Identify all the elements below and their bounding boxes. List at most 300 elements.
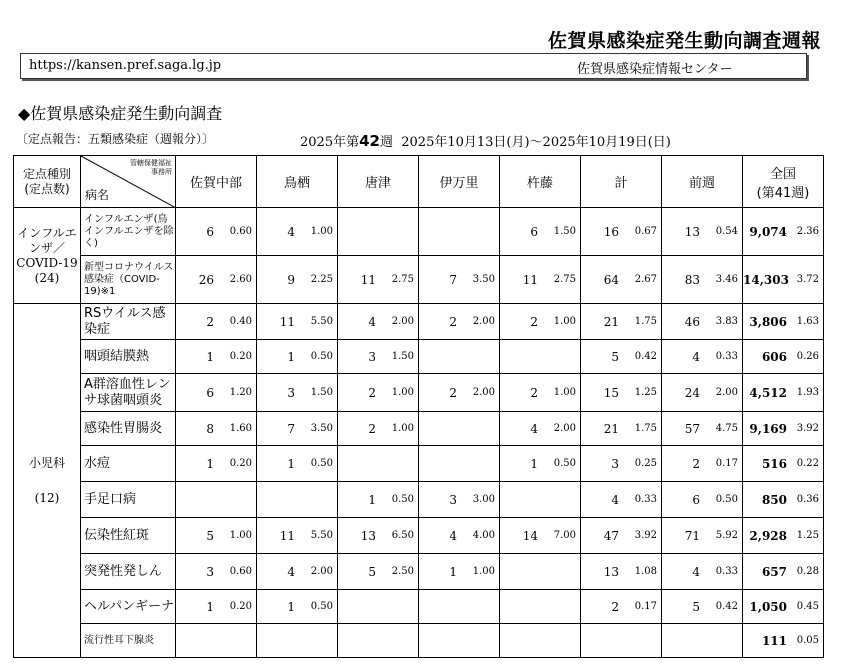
- per-sentinel-rate: 3.92: [634, 530, 657, 541]
- per-sentinel-rate: 0.50: [310, 458, 333, 469]
- value-cell: [662, 412, 743, 446]
- case-count: 21: [603, 421, 619, 436]
- case-count: 15: [603, 385, 619, 400]
- per-sentinel-rate: 0.33: [715, 566, 738, 577]
- per-sentinel-rate: 0.26: [796, 351, 819, 362]
- disease-name: 感染性胃腸炎: [81, 412, 176, 446]
- table-row: [14, 340, 824, 374]
- table-row: [14, 518, 824, 554]
- case-count: 6: [206, 385, 214, 400]
- disease-name: RSウイルス感染症: [81, 304, 176, 340]
- national-week-label: (第41週): [756, 185, 810, 201]
- per-sentinel-rate: 0.33: [634, 494, 657, 505]
- per-sentinel-rate: 1.00: [391, 423, 414, 434]
- per-sentinel-rate: 4.75: [715, 423, 738, 434]
- national-value-cell: [743, 518, 824, 554]
- case-count: 7: [449, 272, 457, 287]
- value-cell: [500, 412, 581, 446]
- value-cell: [257, 304, 338, 340]
- value-cell: [257, 482, 338, 518]
- value-cell: [419, 482, 500, 518]
- page-title: 佐賀県感染症発生動向調査週報: [547, 30, 821, 52]
- value-cell: [581, 624, 662, 658]
- disease-name: 咽頭結膜熱: [81, 340, 176, 374]
- center-name: 佐賀県感染症情報センター: [577, 62, 733, 77]
- table-row: [14, 374, 824, 412]
- case-count: 8: [206, 421, 214, 436]
- value-cell: [419, 446, 500, 482]
- diag-top-label: [130, 159, 172, 177]
- national-header: [743, 156, 824, 208]
- per-sentinel-rate: 2.60: [229, 274, 252, 285]
- disease-name: 手足口病: [81, 482, 176, 518]
- case-count: 2: [530, 385, 538, 400]
- value-cell: [581, 446, 662, 482]
- case-count: 64: [603, 272, 619, 287]
- national-value-cell: [743, 412, 824, 446]
- value-cell: [662, 624, 743, 658]
- case-count: 71: [684, 528, 700, 543]
- category-count-label: (定点数): [24, 181, 70, 196]
- value-cell: [176, 256, 257, 304]
- value-cell: [338, 304, 419, 340]
- per-sentinel-rate: 0.67: [634, 226, 657, 237]
- surveillance-table: [13, 155, 824, 658]
- value-cell: [500, 446, 581, 482]
- value-cell: [662, 304, 743, 340]
- value-cell: [581, 340, 662, 374]
- case-count: 1: [449, 564, 457, 579]
- national-value-cell: [743, 340, 824, 374]
- case-count: 2: [368, 421, 376, 436]
- case-count: 7: [287, 421, 295, 436]
- per-sentinel-rate: 0.20: [229, 458, 252, 469]
- case-count: 606: [761, 349, 787, 364]
- per-sentinel-rate: 0.50: [715, 494, 738, 505]
- table-row: [14, 482, 824, 518]
- per-sentinel-rate: 1.50: [391, 351, 414, 362]
- value-cell: [176, 208, 257, 256]
- case-count: 6: [692, 492, 700, 507]
- case-count: 4: [287, 224, 295, 239]
- case-count: 4: [530, 421, 538, 436]
- case-count: 14,303: [743, 272, 789, 287]
- per-sentinel-rate: 0.28: [796, 566, 819, 577]
- value-cell: [662, 208, 743, 256]
- per-sentinel-rate: 1.00: [553, 387, 576, 398]
- value-cell: [662, 256, 743, 304]
- value-cell: [419, 374, 500, 412]
- value-cell: [257, 208, 338, 256]
- national-value-cell: [743, 590, 824, 624]
- value-cell: [338, 482, 419, 518]
- per-sentinel-rate: 4.00: [472, 530, 495, 541]
- per-sentinel-rate: 1.75: [634, 423, 657, 434]
- case-count: 1: [368, 492, 376, 507]
- per-sentinel-rate: 7.00: [553, 530, 576, 541]
- case-count: 24: [684, 385, 700, 400]
- case-count: 3: [206, 564, 214, 579]
- per-sentinel-rate: 0.42: [715, 601, 738, 612]
- url-bar: [20, 53, 807, 79]
- case-count: 3: [287, 385, 295, 400]
- case-count: 4: [611, 492, 619, 507]
- case-count: 57: [684, 421, 700, 436]
- category-cell: [14, 304, 81, 658]
- case-count: 47: [603, 528, 619, 543]
- per-sentinel-rate: 0.50: [310, 351, 333, 362]
- diagonal-header: [81, 156, 176, 208]
- national-value-cell: [743, 304, 824, 340]
- value-cell: [500, 304, 581, 340]
- table-row: [14, 412, 824, 446]
- section-heading: ◆佐賀県感染症発生動向調査: [18, 104, 223, 123]
- value-cell: [581, 518, 662, 554]
- per-sentinel-rate: 0.36: [796, 494, 819, 505]
- case-count: 5: [692, 599, 700, 614]
- national-value-cell: [743, 554, 824, 590]
- value-cell: [176, 624, 257, 658]
- case-count: 11: [279, 314, 295, 329]
- case-count: 4: [692, 349, 700, 364]
- table-row: [14, 554, 824, 590]
- col-header: 鳥栖: [257, 156, 338, 208]
- value-cell: [338, 256, 419, 304]
- case-count: 6: [530, 224, 538, 239]
- per-sentinel-rate: 0.20: [229, 351, 252, 362]
- case-count: 11: [522, 272, 538, 287]
- per-sentinel-rate: 0.50: [553, 458, 576, 469]
- value-cell: [662, 482, 743, 518]
- disease-name: 突発性発しん: [81, 554, 176, 590]
- table-row: [14, 446, 824, 482]
- case-count: 5: [611, 349, 619, 364]
- case-count: 657: [761, 564, 787, 579]
- per-sentinel-rate: 1.00: [391, 387, 414, 398]
- per-sentinel-rate: 1.50: [310, 387, 333, 398]
- per-sentinel-rate: 3.00: [472, 494, 495, 505]
- per-sentinel-rate: 2.50: [391, 566, 414, 577]
- value-cell: [338, 374, 419, 412]
- value-cell: [338, 554, 419, 590]
- value-cell: [500, 340, 581, 374]
- per-sentinel-rate: 2.00: [715, 387, 738, 398]
- case-count: 11: [360, 272, 376, 287]
- value-cell: [257, 374, 338, 412]
- per-sentinel-rate: 0.60: [229, 566, 252, 577]
- per-sentinel-rate: 5.92: [715, 530, 738, 541]
- per-sentinel-rate: 1.75: [634, 316, 657, 327]
- value-cell: [338, 208, 419, 256]
- case-count: 2: [206, 314, 214, 329]
- week-period: 2025年10月13日(月)～2025年10月19日(日): [401, 135, 671, 150]
- value-cell: [176, 340, 257, 374]
- category-name: 小児科: [28, 455, 65, 470]
- col-header: 前週: [662, 156, 743, 208]
- disease-name: A群溶血性レンサ球菌咽頭炎: [81, 374, 176, 412]
- per-sentinel-rate: 3.83: [715, 316, 738, 327]
- table-row: [14, 304, 824, 340]
- value-cell: [338, 518, 419, 554]
- value-cell: [500, 624, 581, 658]
- per-sentinel-rate: 0.22: [796, 458, 819, 469]
- table-row: [14, 624, 824, 658]
- per-sentinel-rate: 3.50: [472, 274, 495, 285]
- per-sentinel-rate: 0.54: [715, 226, 738, 237]
- per-sentinel-rate: 0.60: [229, 226, 252, 237]
- value-cell: [662, 554, 743, 590]
- disease-name: インフルエンザ(鳥インフルエンザを除く): [81, 208, 176, 256]
- case-count: 4,512: [749, 385, 787, 400]
- case-count: 111: [761, 633, 787, 648]
- per-sentinel-rate: 2.36: [796, 226, 819, 237]
- per-sentinel-rate: 0.25: [634, 458, 657, 469]
- case-count: 9,074: [749, 224, 787, 239]
- case-count: 11: [279, 528, 295, 543]
- value-cell: [257, 412, 338, 446]
- case-count: 83: [684, 272, 700, 287]
- category-count: (24): [34, 270, 60, 285]
- per-sentinel-rate: 0.05: [796, 635, 819, 646]
- value-cell: [176, 412, 257, 446]
- per-sentinel-rate: 1.60: [229, 423, 252, 434]
- case-count: 4: [287, 564, 295, 579]
- case-count: 2,928: [749, 528, 787, 543]
- national-value-cell: [743, 208, 824, 256]
- per-sentinel-rate: 2.00: [553, 423, 576, 434]
- per-sentinel-rate: 2.00: [310, 566, 333, 577]
- disease-name: 流行性耳下腺炎: [81, 624, 176, 658]
- per-sentinel-rate: 1.00: [472, 566, 495, 577]
- table-row: [14, 256, 824, 304]
- value-cell: [581, 554, 662, 590]
- case-count: 46: [684, 314, 700, 329]
- case-count: 5: [368, 564, 376, 579]
- value-cell: [581, 374, 662, 412]
- case-count: 2: [611, 599, 619, 614]
- per-sentinel-rate: 0.40: [229, 316, 252, 327]
- case-count: 1,050: [749, 599, 787, 614]
- case-count: 1: [287, 349, 295, 364]
- value-cell: [581, 482, 662, 518]
- per-sentinel-rate: 0.50: [310, 601, 333, 612]
- value-cell: [257, 554, 338, 590]
- case-count: 1: [287, 599, 295, 614]
- national-value-cell: [743, 374, 824, 412]
- case-count: 13: [360, 528, 376, 543]
- site-url[interactable]: https://kansen.pref.saga.lg.jp: [29, 58, 222, 73]
- col-header: 唐津: [338, 156, 419, 208]
- per-sentinel-rate: 1.93: [796, 387, 819, 398]
- per-sentinel-rate: 2.75: [553, 274, 576, 285]
- value-cell: [176, 518, 257, 554]
- value-cell: [500, 256, 581, 304]
- national-value-cell: [743, 624, 824, 658]
- per-sentinel-rate: 1.00: [229, 530, 252, 541]
- week-info: [300, 131, 671, 150]
- value-cell: [419, 256, 500, 304]
- case-count: 4: [449, 528, 457, 543]
- value-cell: [338, 624, 419, 658]
- value-cell: [419, 590, 500, 624]
- case-count: 2: [449, 385, 457, 400]
- case-count: 1: [206, 599, 214, 614]
- disease-name: ヘルパンギーナ: [81, 590, 176, 624]
- week-suffix: 週: [379, 135, 393, 150]
- per-sentinel-rate: 2.75: [391, 274, 414, 285]
- case-count: 16: [603, 224, 619, 239]
- case-count: 5: [206, 528, 214, 543]
- case-count: 2: [449, 314, 457, 329]
- case-count: 1: [287, 456, 295, 471]
- per-sentinel-rate: 1.20: [229, 387, 252, 398]
- case-count: 9: [287, 272, 295, 287]
- value-cell: [419, 304, 500, 340]
- case-count: 4: [692, 564, 700, 579]
- national-value-cell: [743, 446, 824, 482]
- value-cell: [419, 554, 500, 590]
- value-cell: [581, 590, 662, 624]
- per-sentinel-rate: 1.08: [634, 566, 657, 577]
- per-sentinel-rate: 0.50: [391, 494, 414, 505]
- category-header: [14, 156, 81, 208]
- per-sentinel-rate: 2.00: [472, 387, 495, 398]
- national-label: 全国: [769, 166, 796, 182]
- value-cell: [500, 208, 581, 256]
- value-cell: [500, 374, 581, 412]
- per-sentinel-rate: 3.46: [715, 274, 738, 285]
- value-cell: [581, 256, 662, 304]
- value-cell: [176, 554, 257, 590]
- diag-top-line1: 管轄保健福祉: [130, 159, 172, 167]
- value-cell: [500, 482, 581, 518]
- per-sentinel-rate: 6.50: [391, 530, 414, 541]
- case-count: 3: [368, 349, 376, 364]
- value-cell: [338, 446, 419, 482]
- national-value-cell: [743, 256, 824, 304]
- case-count: 850: [761, 492, 787, 507]
- per-sentinel-rate: 1.25: [796, 530, 819, 541]
- col-header: 計: [581, 156, 662, 208]
- value-cell: [176, 304, 257, 340]
- per-sentinel-rate: 2.25: [310, 274, 333, 285]
- case-count: 2: [692, 456, 700, 471]
- value-cell: [419, 340, 500, 374]
- case-count: 516: [761, 456, 787, 471]
- value-cell: [257, 624, 338, 658]
- table-header-row: [14, 156, 824, 208]
- col-header: 伊万里: [419, 156, 500, 208]
- per-sentinel-rate: 5.50: [310, 316, 333, 327]
- case-count: 13: [603, 564, 619, 579]
- case-count: 6: [206, 224, 214, 239]
- disease-name: 水痘: [81, 446, 176, 482]
- case-count: 3: [611, 456, 619, 471]
- case-count: 1: [206, 456, 214, 471]
- per-sentinel-rate: 5.50: [310, 530, 333, 541]
- per-sentinel-rate: 0.17: [715, 458, 738, 469]
- value-cell: [662, 340, 743, 374]
- value-cell: [257, 518, 338, 554]
- category-name: インフルエンザ／COVID-19: [16, 225, 78, 270]
- value-cell: [176, 590, 257, 624]
- national-value-cell: [743, 482, 824, 518]
- col-header: 佐賀中部: [176, 156, 257, 208]
- value-cell: [581, 412, 662, 446]
- value-cell: [338, 340, 419, 374]
- case-count: 2: [368, 385, 376, 400]
- value-cell: [581, 208, 662, 256]
- per-sentinel-rate: 1.25: [634, 387, 657, 398]
- table-row: [14, 590, 824, 624]
- per-sentinel-rate: 1.00: [310, 226, 333, 237]
- value-cell: [419, 624, 500, 658]
- per-sentinel-rate: 2.00: [472, 316, 495, 327]
- diag-top-line2: 事務所: [151, 168, 172, 176]
- value-cell: [662, 518, 743, 554]
- per-sentinel-rate: 3.92: [796, 423, 819, 434]
- category-cell: [14, 208, 81, 304]
- per-sentinel-rate: 1.63: [796, 316, 819, 327]
- table-row: [14, 208, 824, 256]
- value-cell: [419, 412, 500, 446]
- per-sentinel-rate: 3.72: [796, 274, 819, 285]
- col-header: 杵藤: [500, 156, 581, 208]
- case-count: 3,806: [749, 314, 787, 329]
- value-cell: [257, 590, 338, 624]
- value-cell: [176, 482, 257, 518]
- per-sentinel-rate: 3.50: [310, 423, 333, 434]
- per-sentinel-rate: 0.33: [715, 351, 738, 362]
- case-count: 13: [684, 224, 700, 239]
- per-sentinel-rate: 0.45: [796, 601, 819, 612]
- case-count: 4: [368, 314, 376, 329]
- case-count: 26: [198, 272, 214, 287]
- value-cell: [500, 554, 581, 590]
- value-cell: [581, 304, 662, 340]
- case-count: 9,169: [749, 421, 787, 436]
- value-cell: [662, 374, 743, 412]
- per-sentinel-rate: 0.42: [634, 351, 657, 362]
- per-sentinel-rate: 2.67: [634, 274, 657, 285]
- disease-name: 新型コロナウイルス感染症（COVID-19)※1: [81, 256, 176, 304]
- category-count: (12): [34, 490, 60, 505]
- per-sentinel-rate: 2.00: [391, 316, 414, 327]
- value-cell: [500, 590, 581, 624]
- case-count: 3: [449, 492, 457, 507]
- value-cell: [500, 518, 581, 554]
- value-cell: [257, 340, 338, 374]
- case-count: 1: [206, 349, 214, 364]
- case-count: 2: [530, 314, 538, 329]
- value-cell: [662, 446, 743, 482]
- per-sentinel-rate: 0.20: [229, 601, 252, 612]
- value-cell: [257, 446, 338, 482]
- week-prefix: 2025年第: [300, 135, 360, 150]
- value-cell: [257, 256, 338, 304]
- table-bottom-edge: [13, 657, 823, 658]
- diag-bottom-label: 病名: [85, 188, 110, 202]
- per-sentinel-rate: 1.00: [553, 316, 576, 327]
- per-sentinel-rate: 0.17: [634, 601, 657, 612]
- value-cell: [419, 518, 500, 554]
- case-count: 1: [530, 456, 538, 471]
- value-cell: [419, 208, 500, 256]
- value-cell: [338, 590, 419, 624]
- category-label: 定点種別: [22, 166, 71, 181]
- value-cell: [338, 412, 419, 446]
- per-sentinel-rate: 1.50: [553, 226, 576, 237]
